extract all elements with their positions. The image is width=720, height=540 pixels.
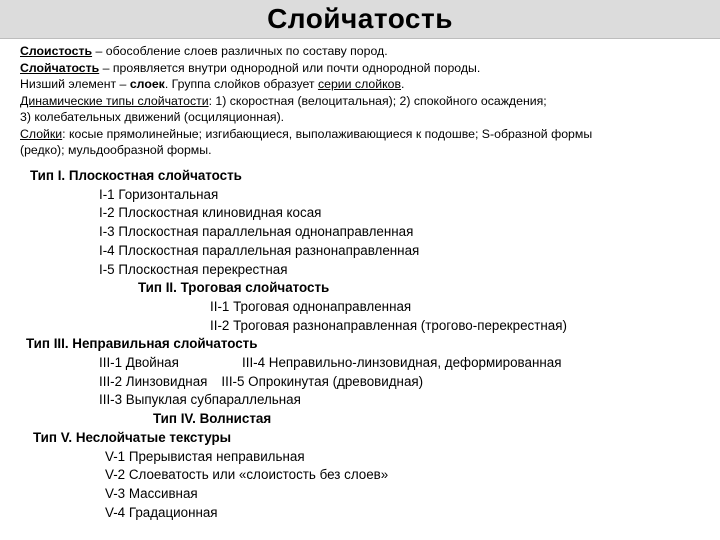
type-1-item: I-2 Плоскостная клиновидная косая <box>99 205 322 221</box>
definitions-block <box>20 43 710 159</box>
type-3-row <box>0 373 567 392</box>
type-4-heading: Тип IV. Волнистая <box>153 411 272 427</box>
type-5-heading: Тип V. Неслойчатые текстуры <box>33 429 232 445</box>
type-3-item: III-4 Неправильно-линзовидная, деформированная <box>242 355 562 371</box>
type-5-item: V-4 Градационная <box>105 504 218 520</box>
type-5-item: V-2 Слоеватость или «слоистость без слоев» <box>105 467 389 483</box>
type-1-item: I-3 Плоскостная параллельная однонаправленная <box>99 224 414 240</box>
definition-text: – проявляется внутри однородной или почти однородной породы. <box>99 60 481 75</box>
type-3-item: III-2 Линзовидная <box>99 373 208 389</box>
definition-line-1 <box>20 43 710 60</box>
definition-line-5: 3) колебательных движений (осциляционная). <box>20 110 285 124</box>
type-5-item: V-3 Массивная <box>105 485 198 501</box>
term-sloistost: Слоистость <box>20 44 93 58</box>
definition-line-6 <box>20 126 710 143</box>
type-5-item: V-1 Прерывистая неправильная <box>105 448 305 464</box>
definition-text: . <box>401 77 405 91</box>
definition-line-2 <box>20 60 710 77</box>
definition-text: . Группа слойков образует <box>164 77 318 91</box>
definition-text: : 1) скоростная (велоцитальная); 2) спокойного осаждения; <box>208 93 547 108</box>
term-sloichatost: Слойчатость <box>20 60 100 75</box>
type-2-item: II-1 Троговая однонаправленная <box>210 298 412 314</box>
type-1-item: I-5 Плоскостная перекрестная <box>99 261 288 277</box>
definition-line-3 <box>20 76 710 93</box>
type-1-heading: Тип I. Плоскостная слойчатость <box>30 168 242 183</box>
term-sloek: слоек <box>129 77 165 91</box>
texture-types-list <box>0 167 567 522</box>
definition-text: : косые прямолинейные; изгибающиеся, выполаживающиеся к подошве; S-образной формы <box>62 126 593 141</box>
definition-line-7: (редко); мульдообразной формы. <box>20 143 212 157</box>
type-3-item: III-3 Выпуклая субпараллельная <box>99 392 301 408</box>
definition-line-4 <box>20 93 710 110</box>
type-1-item: I-4 Плоскостная параллельная разнонаправленная <box>99 242 420 258</box>
definition-text: – обособление слоев различных по составу пород. <box>92 44 388 58</box>
type-3-row <box>0 354 567 373</box>
definition-text: Низший элемент – <box>20 77 130 91</box>
type-3-item: III-1 Двойная <box>99 355 179 371</box>
term-dynamic-types: Динамические типы слойчатости <box>20 93 209 108</box>
term-serii-sloikov: серии слойков <box>317 77 401 91</box>
type-1-item: I-1 Горизонтальная <box>99 186 219 202</box>
type-2-heading: Тип II. Троговая слойчатость <box>138 280 330 296</box>
term-sloiki: Слойки <box>20 126 63 141</box>
type-3-item: III-5 Опрокинутая (древовидная) <box>221 373 424 389</box>
page-title: Слойчатость <box>0 0 720 39</box>
type-3-heading: Тип III. Неправильная слойчатость <box>26 336 258 352</box>
type-2-item: II-2 Троговая разнонаправленная (трогово-перекрестная) <box>210 317 567 333</box>
